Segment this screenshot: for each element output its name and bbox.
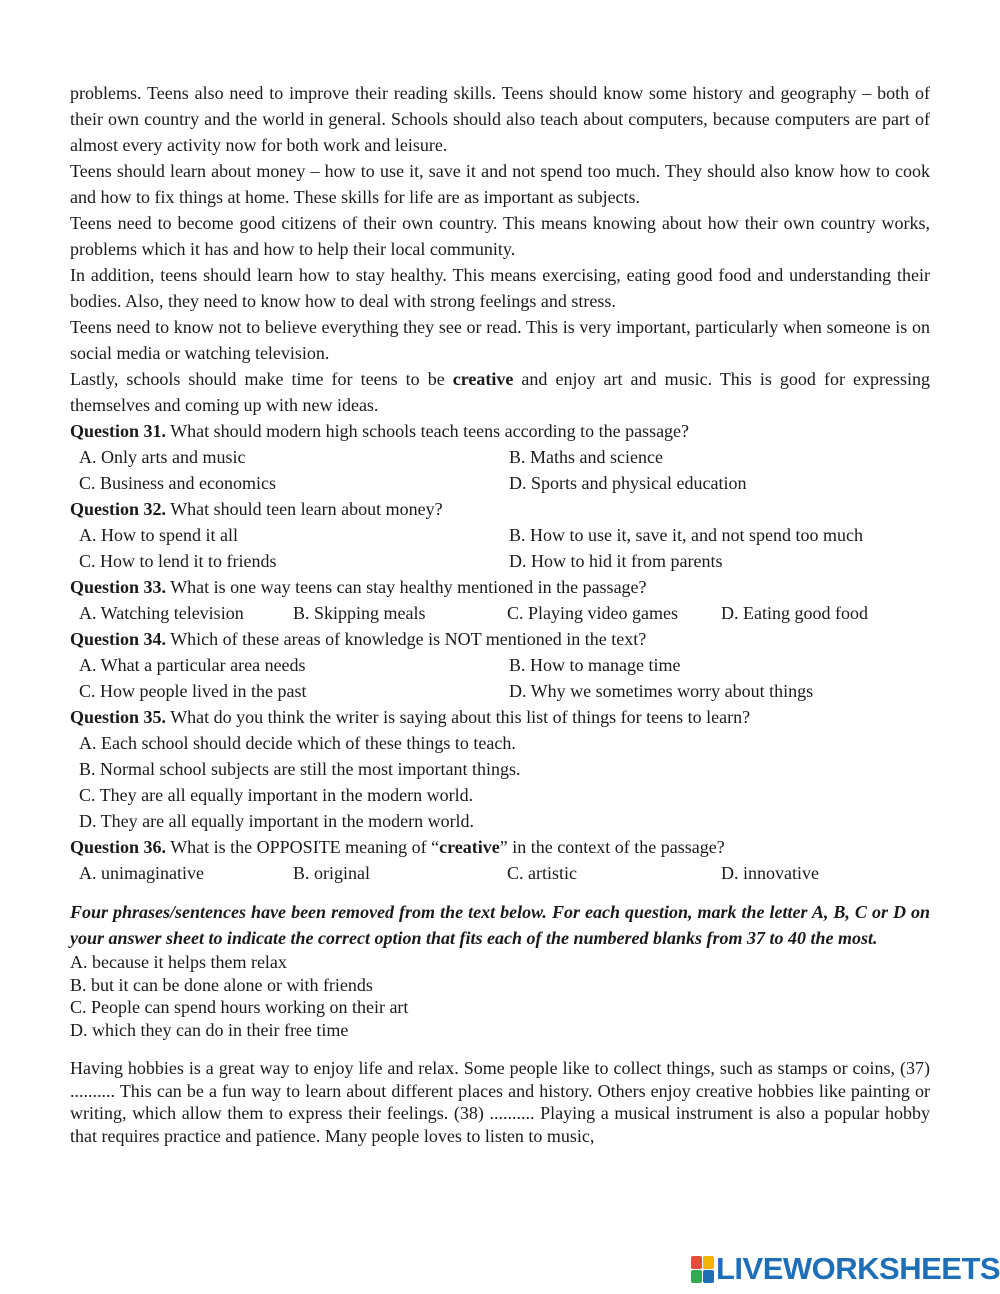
- passage-paragraph-6: [70, 366, 930, 418]
- logo-square-1: [691, 1256, 702, 1269]
- question-33: [70, 574, 930, 600]
- option-b[interactable]: B. How to manage time: [509, 655, 681, 675]
- hobbies-passage: Having hobbies is a great way to enjoy life and relax. Some people like to collect things, such as stamps or coins, (37) .......... This can be a fun way to learn about different places and history. Others enjoy creative hobbies like painting or writing, which allow them to express their feelings. (38) .......... Playing a musical instrument is also a popular hobby that requires practice and patience. Many people loves to listen to music,: [70, 1058, 930, 1146]
- question-text: What should modern high schools teach teens according to the passage?: [166, 421, 690, 441]
- worksheet-page: [70, 80, 930, 1147]
- question-text: What is one way teens can stay healthy mentioned in the passage?: [166, 577, 647, 597]
- option-d[interactable]: D. Why we sometimes worry about things: [509, 681, 814, 701]
- option-a[interactable]: A. Only arts and music: [79, 447, 246, 467]
- question-36: [70, 834, 930, 860]
- option-d[interactable]: D. Eating good food: [721, 603, 868, 623]
- highlighted-word: creative: [439, 837, 500, 857]
- option-c[interactable]: C. They are all equally important in the modern world.: [79, 785, 474, 805]
- question-label: Question 33.: [70, 577, 167, 597]
- option-b[interactable]: B. Maths and science: [509, 447, 663, 467]
- phrase-a: A. because it helps them relax: [70, 952, 287, 972]
- liveworksheets-logo[interactable]: [691, 1252, 1000, 1286]
- question-text: What do you think the writer is saying about this list of things for teens to learn?: [166, 707, 751, 727]
- option-c[interactable]: C. Playing video games: [507, 603, 678, 623]
- question-text: ” in the context of the passage?: [499, 837, 725, 857]
- question-35: [70, 704, 930, 730]
- question-text: What is the OPPOSITE meaning of “: [166, 837, 440, 857]
- logo-square-2: [703, 1256, 714, 1269]
- phrase-list: [70, 951, 930, 1041]
- option-d[interactable]: D. How to hid it from parents: [509, 551, 723, 571]
- paragraph-text: Lastly, schools should make time for teens to be: [70, 369, 453, 389]
- question-31: [70, 418, 930, 444]
- logo-text: LIVEWORKSHEETS: [716, 1251, 1000, 1286]
- option-a[interactable]: A. unimaginative: [79, 863, 204, 883]
- phrase-b: B. but it can be done alone or with friends: [70, 974, 373, 995]
- passage-paragraph-5: Teens need to know not to believe everything they see or read. This is very important, particularly when someone is on social media or watching television.: [70, 317, 930, 363]
- question-text: Which of these areas of knowledge is NOT mentioned in the text?: [166, 629, 647, 649]
- question-label: Question 32.: [70, 499, 167, 519]
- logo-mark-icon: [691, 1256, 713, 1282]
- section-instructions: Four phrases/sentences have been removed from the text below. For each question, mark the letter A, B, C or D on your answer sheet to indicate the correct option that fits each of the numbered blanks from 37 to 40 the most.: [70, 902, 930, 948]
- passage-paragraph-4: In addition, teens should learn how to stay healthy. This means exercising, eating good food and understanding their bodies. Also, they need to know how to deal with strong feelings and stress.: [70, 265, 930, 311]
- option-d[interactable]: D. Sports and physical education: [509, 473, 747, 493]
- option-a[interactable]: A. Watching television: [79, 603, 244, 623]
- question-33-options: [79, 600, 930, 626]
- passage-paragraph-2: Teens should learn about money – how to use it, save it and not spend too much. They should also know how to cook and how to fix things at home. These skills for life are as important as subjects.: [70, 161, 930, 207]
- question-35-options: [79, 730, 930, 834]
- option-a[interactable]: A. What a particular area needs: [79, 655, 306, 675]
- option-c[interactable]: C. How to lend it to friends: [79, 551, 277, 571]
- option-c[interactable]: C. Business and economics: [79, 473, 276, 493]
- option-b[interactable]: B. How to use it, save it, and not spend too much: [509, 525, 863, 545]
- logo-square-3: [691, 1270, 702, 1283]
- phrase-c: C. People can spend hours working on their art: [70, 997, 409, 1017]
- question-32-options: [79, 522, 930, 574]
- option-a[interactable]: A. Each school should decide which of these things to teach.: [79, 733, 516, 753]
- question-31-options: [79, 444, 930, 496]
- option-b[interactable]: B. Skipping meals: [293, 603, 426, 623]
- option-b[interactable]: B. Normal school subjects are still the most important things.: [79, 759, 521, 779]
- option-c[interactable]: C. artistic: [507, 863, 577, 883]
- question-text: What should teen learn about money?: [166, 499, 443, 519]
- option-d[interactable]: D. They are all equally important in the modern world.: [79, 811, 475, 831]
- logo-square-4: [703, 1270, 714, 1283]
- question-32: [70, 496, 930, 522]
- option-a[interactable]: A. How to spend it all: [79, 525, 238, 545]
- paragraph-text: and enjoy art and music. This is good for expressing themselves and coming up with new ideas.: [70, 369, 930, 415]
- highlighted-word: creative: [452, 369, 514, 389]
- question-34-options: [79, 652, 930, 704]
- question-label: Question 34.: [70, 629, 167, 649]
- option-d[interactable]: D. innovative: [721, 863, 819, 883]
- question-label: Question 35.: [70, 707, 167, 727]
- question-label: Question 36.: [70, 837, 167, 857]
- phrase-d: D. which they can do in their free time: [70, 1019, 349, 1040]
- question-36-options: [79, 860, 930, 886]
- option-c[interactable]: C. How people lived in the past: [79, 681, 307, 701]
- passage-paragraph-1: problems. Teens also need to improve their reading skills. Teens should know some history and geography – both of their own country and the world in general. Schools should also teach about computers, because computers are part of almost every activity now for both work and leisure.: [70, 83, 930, 155]
- question-34: [70, 626, 930, 652]
- passage-paragraph-3: Teens need to become good citizens of their own country. This means knowing about how their own country works, problems which it has and how to help their local community.: [70, 213, 930, 259]
- option-b[interactable]: B. original: [293, 863, 370, 883]
- question-label: Question 31.: [70, 421, 167, 441]
